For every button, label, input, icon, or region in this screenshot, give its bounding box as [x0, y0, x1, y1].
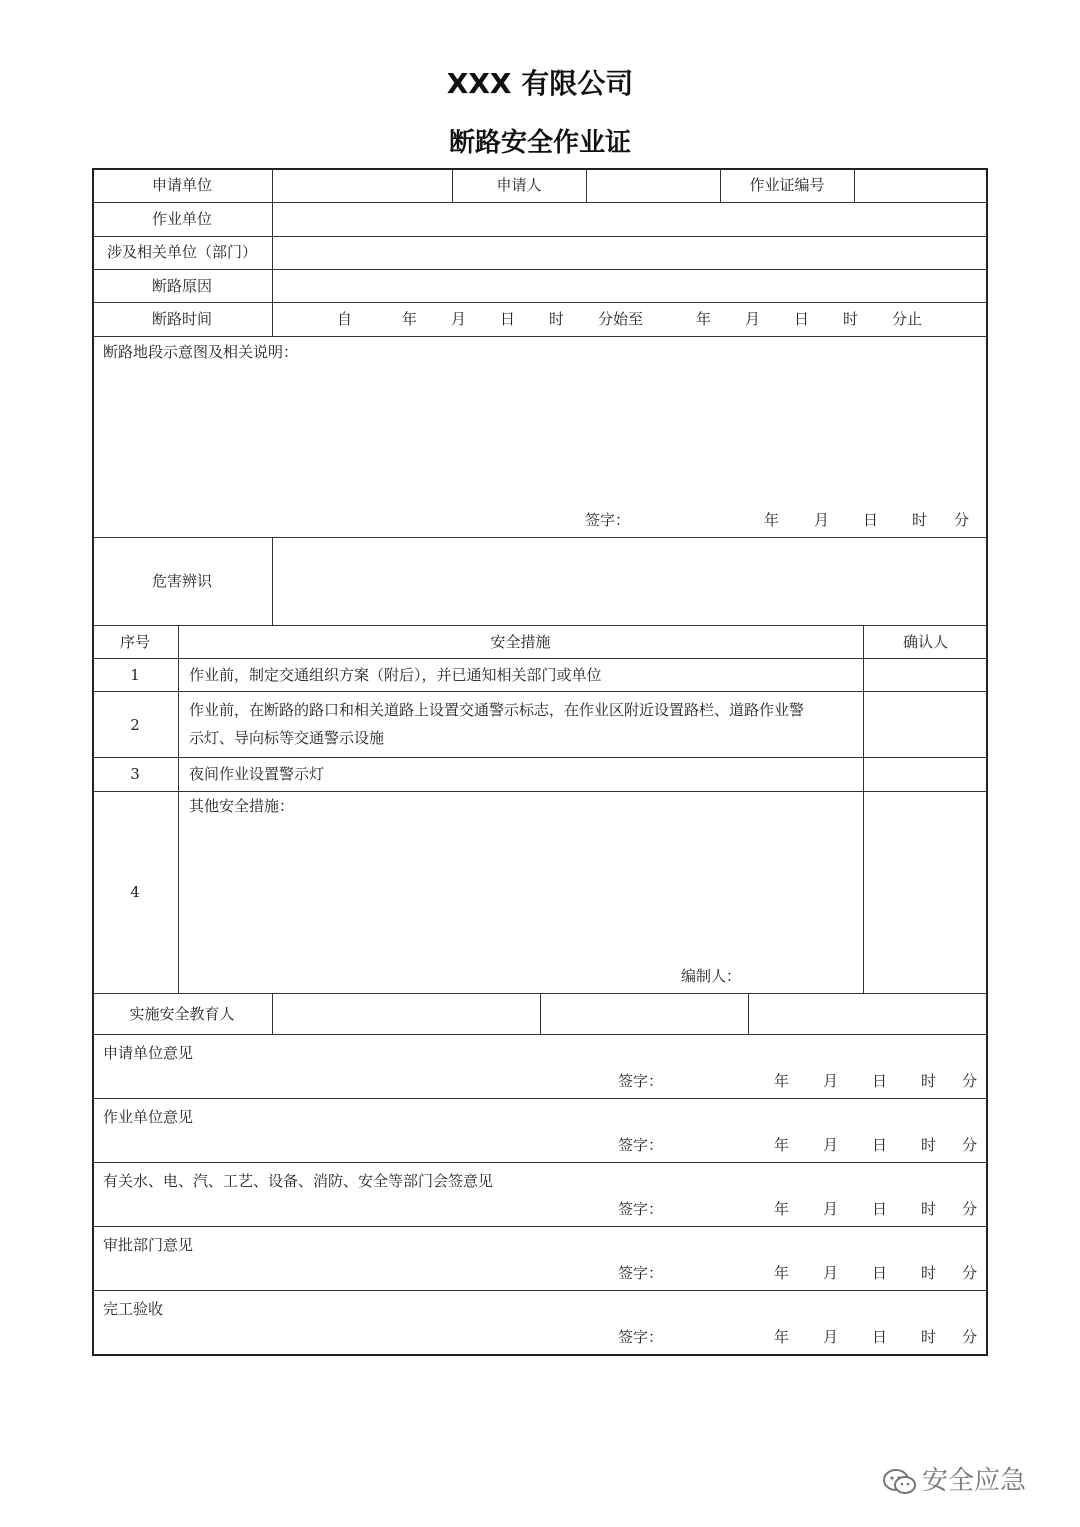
- opinion-label: 申请单位意见: [103, 1044, 194, 1062]
- road-closure-reason-field[interactable]: [274, 271, 986, 301]
- date-part: 时: [921, 1072, 937, 1090]
- date-part: 日: [872, 1072, 888, 1090]
- row-divider: [92, 302, 988, 303]
- work-unit-label: 作业单位: [151, 210, 212, 228]
- safety-education-label: 实施安全教育人: [129, 1005, 235, 1023]
- row-divider: [92, 269, 988, 270]
- measure-no: 3: [130, 765, 140, 783]
- date-part: 日: [872, 1136, 888, 1154]
- measure-no: 1: [130, 666, 140, 684]
- opinion-label: 完工验收: [103, 1300, 164, 1318]
- row-divider: [92, 625, 988, 626]
- measure-text: 夜间作业设置警示灯: [189, 765, 325, 783]
- date-part: 分: [954, 511, 970, 529]
- watermark: [882, 1460, 1026, 1497]
- row-divider: [92, 691, 988, 692]
- other-measures-field[interactable]: [180, 820, 861, 960]
- applicant-unit-field[interactable]: [274, 170, 450, 201]
- other-measures-label: 其他安全措施：: [189, 797, 295, 815]
- safety-education-field[interactable]: [542, 995, 746, 1033]
- row-divider: [92, 202, 988, 203]
- time-part: 分止: [892, 310, 923, 328]
- col-divider: [272, 168, 273, 336]
- date-part: 分: [962, 1136, 978, 1154]
- related-units-field[interactable]: [274, 238, 986, 268]
- row-divider: [92, 537, 988, 538]
- time-part: 年: [696, 310, 712, 328]
- applicant-field[interactable]: [588, 170, 718, 201]
- date-part: 日: [872, 1264, 888, 1282]
- diagram-sign-label: 签字：: [585, 511, 631, 529]
- date-part: 日: [863, 511, 879, 529]
- measure-no: 4: [130, 883, 140, 901]
- diagram-area[interactable]: [94, 370, 986, 500]
- measure-text-line2: 示灯、导向标等交通警示设施: [189, 729, 385, 747]
- date-part: 时: [921, 1136, 937, 1154]
- time-part: 分始至: [598, 310, 644, 328]
- sign-label: 签字：: [618, 1328, 664, 1346]
- confirm-cell[interactable]: [865, 693, 986, 756]
- watermark-text: 安全应急: [922, 1466, 1027, 1496]
- date-part: 年: [774, 1136, 790, 1154]
- col-divider: [272, 993, 273, 1034]
- col-header-confirm: 确认人: [902, 633, 948, 651]
- time-part: 月: [451, 310, 467, 328]
- date-part: 分: [962, 1200, 978, 1218]
- date-part: 年: [774, 1072, 790, 1090]
- col-divider: [178, 625, 179, 993]
- date-part: 月: [823, 1200, 839, 1218]
- col-divider: [863, 625, 864, 993]
- road-closure-time-label: 断路时间: [151, 310, 212, 328]
- wechat-icon: [882, 1468, 918, 1496]
- row-divider: [92, 336, 988, 337]
- date-part: 月: [823, 1136, 839, 1154]
- time-part: 月: [745, 310, 761, 328]
- col-divider: [748, 993, 749, 1034]
- date-part: 年: [774, 1200, 790, 1218]
- form-title: 断路安全作业证: [448, 128, 631, 158]
- safety-education-field[interactable]: [750, 995, 986, 1033]
- col-divider: [272, 537, 273, 625]
- permit-number-label: 作业证编号: [749, 176, 825, 194]
- row-divider: [92, 1162, 988, 1163]
- sign-label: 签字：: [618, 1264, 664, 1282]
- row-divider: [92, 1226, 988, 1227]
- time-part: 日: [794, 310, 810, 328]
- safety-education-field[interactable]: [274, 995, 538, 1033]
- col-divider: [854, 168, 855, 202]
- date-part: 年: [774, 1264, 790, 1282]
- sign-label: 签字：: [618, 1200, 664, 1218]
- measure-text: 作业前，制定交通组织方案（附后），并已通知相关部门或单位: [189, 666, 602, 684]
- sign-label: 签字：: [618, 1136, 664, 1154]
- sign-label: 签字：: [618, 1072, 664, 1090]
- hazard-identification-label: 危害辨识: [151, 572, 212, 590]
- row-divider: [92, 1290, 988, 1291]
- row-divider: [92, 658, 988, 659]
- confirm-cell[interactable]: [865, 759, 986, 790]
- date-part: 分: [962, 1264, 978, 1282]
- date-part: 分: [962, 1072, 978, 1090]
- col-header-no: 序号: [119, 633, 150, 651]
- road-closure-reason-label: 断路原因: [151, 277, 212, 295]
- date-part: 月: [823, 1072, 839, 1090]
- measure-no: 2: [130, 716, 140, 734]
- date-part: 时: [921, 1264, 937, 1282]
- row-divider: [92, 1034, 988, 1035]
- work-unit-field[interactable]: [274, 204, 986, 235]
- row-divider: [92, 757, 988, 758]
- date-part: 时: [912, 511, 928, 529]
- confirm-cell[interactable]: [865, 793, 986, 992]
- related-units-label: 涉及相关单位（部门）: [106, 243, 257, 261]
- time-part: 时: [549, 310, 565, 328]
- date-part: 日: [872, 1328, 888, 1346]
- date-part: 年: [764, 511, 780, 529]
- col-header-measure: 安全措施: [490, 633, 551, 651]
- measure-text-line1: 作业前，在断路的路口和相关道路上设置交通警示标志，在作业区附近设置路栏、道路作业警: [189, 701, 805, 719]
- diagram-label: 断路地段示意图及相关说明：: [103, 343, 299, 361]
- opinion-label: 审批部门意见: [103, 1236, 194, 1254]
- permit-number-field[interactable]: [856, 170, 986, 201]
- col-divider: [540, 993, 541, 1034]
- applicant-unit-label: 申请单位: [151, 176, 212, 194]
- company-name: XXX 有限公司: [446, 67, 634, 100]
- time-part: 时: [843, 310, 859, 328]
- date-part: 月: [814, 511, 830, 529]
- col-divider: [586, 168, 587, 202]
- opinion-label: 有关水、电、汽、工艺、设备、消防、安全等部门会签意见: [103, 1172, 494, 1190]
- time-part: 年: [402, 310, 418, 328]
- date-part: 时: [921, 1200, 937, 1218]
- time-part: 自: [337, 310, 353, 328]
- compiler-label: 编制人：: [681, 967, 742, 985]
- hazard-identification-field[interactable]: [274, 539, 986, 624]
- confirm-cell[interactable]: [865, 660, 986, 690]
- date-part: 分: [962, 1328, 978, 1346]
- date-part: 日: [872, 1200, 888, 1218]
- applicant-label: 申请人: [496, 176, 542, 194]
- date-part: 时: [921, 1328, 937, 1346]
- row-divider: [92, 236, 988, 237]
- opinion-label: 作业单位意见: [103, 1108, 194, 1126]
- row-divider: [92, 1098, 988, 1099]
- time-part: 日: [500, 310, 516, 328]
- row-divider: [92, 791, 988, 792]
- date-part: 年: [774, 1328, 790, 1346]
- date-part: 月: [823, 1328, 839, 1346]
- date-part: 月: [823, 1264, 839, 1282]
